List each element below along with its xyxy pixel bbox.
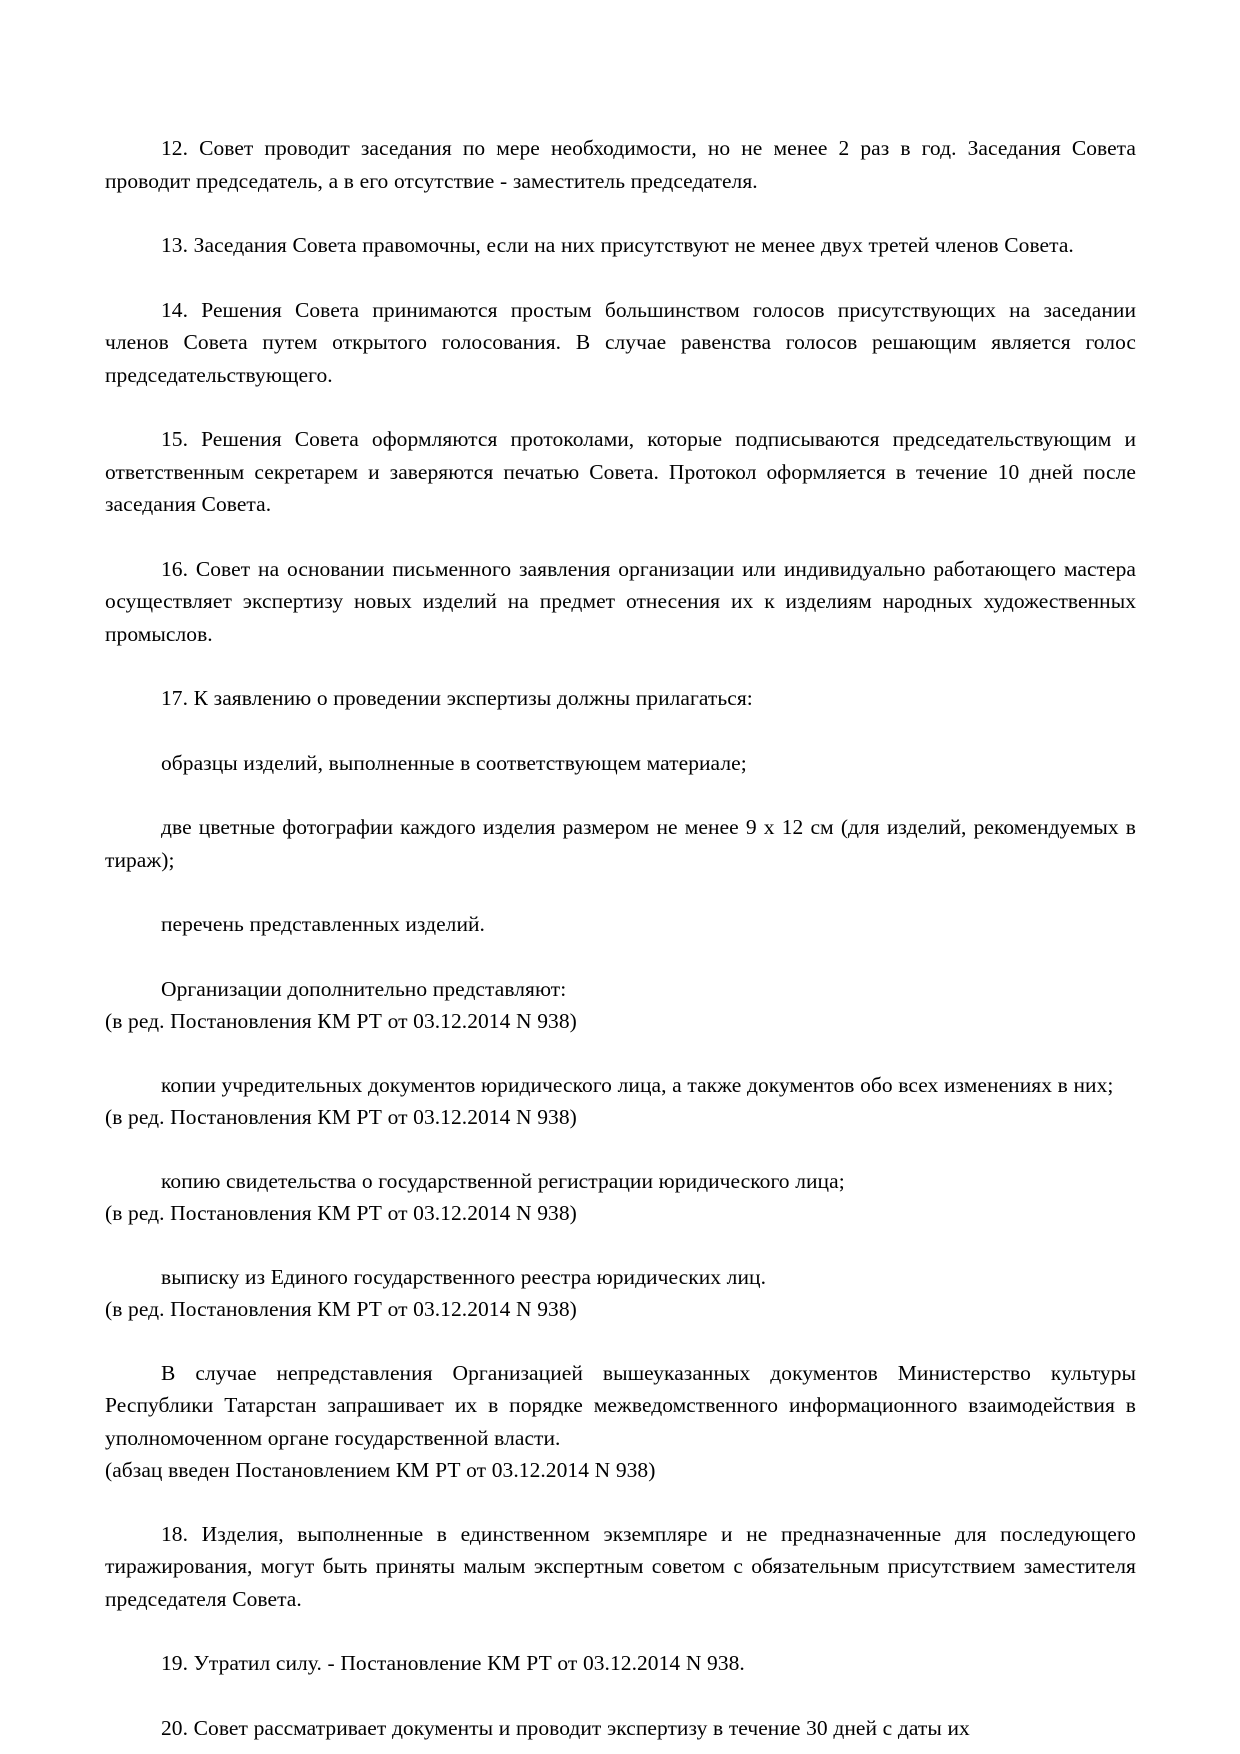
paragraph-spacer	[105, 779, 1136, 811]
paragraph-spacer	[105, 941, 1136, 973]
paragraph-spacer	[105, 1487, 1136, 1518]
paragraph-spacer	[105, 650, 1136, 682]
paragraph-spacer	[105, 521, 1136, 553]
list-item-samples: образцы изделий, выполненные в соответствующем материале;	[161, 750, 747, 775]
list-item-organizations: Организации дополнительно представляют:	[161, 976, 567, 1001]
list-item-founding-documents: копии учредительных документов юридического лица, а также документов обо всех изменениях в них;	[161, 1072, 1114, 1097]
paragraph-spacer	[105, 391, 1136, 423]
list-item-registration-certificate: копию свидетельства о государственной регистрации юридического лица;	[161, 1168, 845, 1193]
paragraph-clause-19: 19. Утратил силу. - Постановление КМ РТ от 03.12.2014 N 938.	[161, 1651, 745, 1675]
paragraph-spacer	[105, 1615, 1136, 1647]
paragraph-spacer	[105, 197, 1136, 229]
paragraph-clause-20: 20. Совет рассматривает документы и проводит экспертизу в течение 30 дней с даты их	[161, 1715, 970, 1740]
paragraph-spacer	[105, 1680, 1136, 1712]
paragraph-clause-16: 16. Совет на основании письменного заявления организации или индивидуально работающего мастера осуществляет экспертизу новых изделий на предмет отнесения их к изделиям народных художественных промыслов.	[105, 556, 1136, 646]
paragraph-spacer	[105, 1134, 1136, 1165]
paragraph-spacer	[105, 715, 1136, 747]
amendment-reference-organizations: (в ред. Постановления КМ РТ от 03.12.2014 N 938)	[105, 1009, 577, 1033]
paragraph-spacer	[105, 262, 1136, 294]
paragraph-spacer	[105, 876, 1136, 908]
amendment-reference-founding-documents: (в ред. Постановления КМ РТ от 03.12.2014 N 938)	[105, 1105, 577, 1129]
list-item-photos: две цветные фотографии каждого изделия размером не менее 9 х 12 см (для изделий, рекомендуемых в тираж);	[105, 815, 1136, 872]
amendment-reference-registration-certificate: (в ред. Постановления КМ РТ от 03.12.2014 N 938)	[105, 1201, 577, 1225]
paragraph-clause-12: 12. Совет проводит заседания по мере необходимости, но не менее 2 раз в год. Заседания Совета проводит председатель, а в его отсутствие - заместитель председателя.	[105, 136, 1136, 193]
paragraph-clause-18: 18. Изделия, выполненные в единственном экземпляре и не предназначенные для последующего тиражирования, могут быть приняты малым экспертным советом с обязательным присутствием заместителя председателя Совета.	[105, 1521, 1136, 1611]
amendment-reference-nonsubmission: (абзац введен Постановлением КМ РТ от 03.12.2014 N 938)	[105, 1458, 656, 1482]
paragraph-nonsubmission: В случае непредставления Организацией вышеуказанных документов Министерство культуры Республики Татарстан запрашивает их в порядке межведомственного информационного взаимодействия в уполномоченном органе государственной власти.	[105, 1360, 1136, 1450]
list-item-egrul-extract: выписку из Единого государственного реестра юридических лиц.	[161, 1264, 766, 1289]
paragraph-clause-13: 13. Заседания Совета правомочны, если на них присутствуют не менее двух третей членов Совета.	[161, 233, 1074, 257]
paragraph-spacer	[105, 1038, 1136, 1069]
paragraph-clause-15: 15. Решения Совета оформляются протоколами, которые подписываются председательствующим и ответственным секретарем и заверяются печатью Совета. Протокол оформляется в течение 10 дней после заседания Совета.	[105, 427, 1136, 516]
paragraph-clause-17: 17. К заявлению о проведении экспертизы должны прилагаться:	[161, 686, 753, 710]
paragraph-spacer	[105, 1230, 1136, 1261]
amendment-reference-egrul-extract: (в ред. Постановления КМ РТ от 03.12.2014 N 938)	[105, 1297, 577, 1321]
list-item-products-list: перечень представленных изделий.	[161, 912, 485, 936]
paragraph-spacer	[105, 1326, 1136, 1357]
paragraph-clause-14: 14. Решения Совета принимаются простым большинством голосов присутствующих на заседании членов Совета путем открытого голосования. В случае равенства голосов решающим является голос председательствующего.	[105, 297, 1136, 387]
document-body	[105, 132, 1136, 1744]
